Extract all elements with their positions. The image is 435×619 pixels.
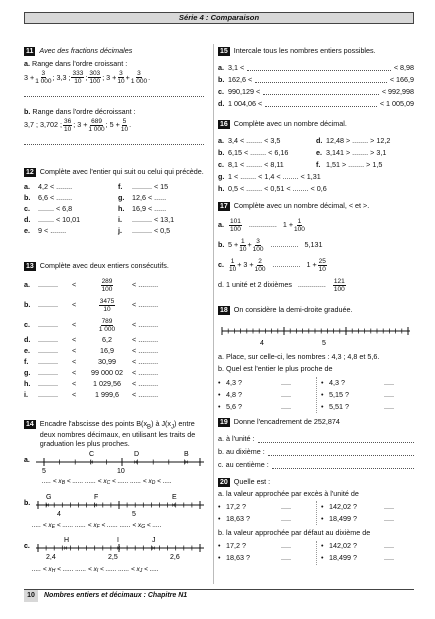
exercise-16: 16 Complète avec un nombre décimal. a. 3,4 < ........ < 3,5 d. 12,48 > ........ > 12,2 b. 6,15 < ........ < 6,16 e. 3,141 > ........ > 3,1 c. 8,1 < ........ < 8,11 f. 1,51 > ........ > 1,5 g. 1 < ........ < 1,4 < ........ < 1,31 h. 0,5 < ........ < 0,51 < ........ < 0,6: [218, 119, 391, 193]
svg-text:c.: c.: [24, 542, 30, 550]
graduated-half-line[interactable]: [218, 317, 414, 349]
exercise-13: [24, 262, 210, 401]
exercise-title: Complète avec deux entiers consécutifs.: [39, 261, 169, 270]
answer-cell[interactable]: 4,2 < ........: [38, 182, 73, 192]
exercise-19: 19 Donne l'encadrement de 252,874 a. à l'unité : b. au dixième : c. au centième :: [218, 418, 414, 472]
page-number: 10: [24, 590, 38, 602]
exercise-17: 17 Complète avec un nombre décimal, < et >. a. $\frac{101}{100}$ .............. 1 + $\frac{1}{100}$ b. 5 + $\frac{1}{10}$ + $\frac{3}{100}$ .............. 5,131 c. $\frac{1}{10}$ + 3 + $\frac{2}{100}$ .............. 1 + $\frac{25}{10}$ d. 1 unité et 2 dixièmes .............. $\frac{121}{100}$: [218, 201, 370, 293]
svg-text:..... < xE < ...... ...... <: ..... < xE < ...... ...... < xF < ...... ...... < xG < .....: [32, 521, 162, 530]
exercise-18: 18 On considère la demi-droite graduée. 4 5 a. Place, sur celle-ci, les nombres : 4,3 ; 4,8 et 5,6. b. Quel est l'entier le plus proche de • 4,3 ? ..... • 4,8 ? ..... • 5,6 ? ..... • 4,3 ? ..... • 5,15 ? ..... • 5,51 ? .....: [218, 306, 414, 413]
svg-text:5: 5: [322, 340, 326, 347]
answer-line[interactable]: [272, 463, 414, 469]
answer-cell[interactable]: .......... < 13,1: [132, 215, 175, 225]
answer-line[interactable]: [268, 450, 414, 456]
exercise-number: 13: [26, 263, 34, 270]
answer-cell[interactable]: ........ < 10,01: [38, 215, 81, 225]
exercise-number: 17: [220, 203, 228, 210]
point-marker: ×: [151, 545, 156, 553]
answer-cell[interactable]: 12,6 < ......: [132, 193, 167, 203]
point-label-c: C: [89, 450, 95, 458]
fraction-list: 3,7 ; 3,702 ; $\frac{36}{10}$ ; 3 + $\frac{689}{1 000}$ ; 5 + $\frac{5}{10}$ .: [24, 117, 132, 133]
answer-line[interactable]: [263, 89, 379, 95]
instruction: a. Place, sur celle-ci, les nombres : 4,3 ; 4,8 et 5,6.: [218, 352, 380, 362]
svg-text:4: 4: [260, 340, 264, 347]
instruction: Range dans l'ordre croissant :: [32, 59, 128, 68]
part-label: a.: [24, 59, 30, 68]
exercise-title: Donne l'encadrement de 252,874: [233, 417, 340, 426]
answer-cell[interactable]: .......... < 15: [132, 182, 169, 192]
answer-cell[interactable]: 6,15 < ........ < 6,16: [228, 147, 289, 157]
point-label-d: D: [134, 450, 140, 458]
answer-line[interactable]: [24, 91, 204, 97]
answer-cell[interactable]: 3,141 > ........ > 3,1: [326, 147, 387, 157]
answer-line[interactable]: [265, 101, 377, 107]
answer-cell[interactable]: 1 < ........ < 1,4 < ........ < 1,31: [228, 171, 321, 181]
exercise-title: On considère la demi-droite graduée.: [233, 305, 353, 314]
exercise-title: Quelle est :: [233, 477, 271, 486]
point-marker: ×: [116, 545, 121, 553]
exercise-title: Complète avec un nombre décimal, < et >.: [233, 201, 370, 210]
page-header: Série 4 : Comparaison: [24, 12, 414, 24]
svg-text:..... < xB < ...... ...... <: ..... < xB < ...... ...... < xC < ...... ...... < xD < .....: [42, 477, 172, 486]
answer-cell[interactable]: 6,6 < ........: [38, 193, 73, 203]
svg-text:4: 4: [57, 510, 61, 518]
exercise-title: Encadre l'abscisse des points $B(x_B)$ à $J(x_J)$ entre deux nombres décimaux, en utilisant les traits de graduation les plus proches.: [39, 419, 196, 448]
svg-text:5: 5: [132, 510, 136, 518]
point-label-i: I: [117, 536, 119, 544]
answer-line[interactable]: [258, 437, 414, 443]
exercise-11: [24, 47, 210, 147]
comparison-text: d. 1 unité et 2 dixièmes: [218, 279, 292, 289]
exercise-number: 14: [26, 421, 34, 428]
answer-cell[interactable]: 3,4 < ........ < 3,5: [228, 135, 281, 145]
exercise-15: 15 Intercale tous les nombres entiers possibles. a. 3,1 < < 8,98 b. 162,6 < < 166,9 c. 990,129 < < 992,998 d. 1 004,06 < < 1 005,09: [218, 46, 414, 108]
svg-text:..... < xH < ...... ...... <: ..... < xH < ...... ...... < xI < ...... ...... < xJ < .....: [32, 565, 159, 574]
exercise-number: 11: [26, 48, 34, 55]
exercise-20: 20 Quelle est : a. la valeur approchée par excès à l'unité de • 17,2 ? ..... • 18,63 ? ..... • 142,02 ? ..... • 18,499 ? ..... b. la valeur approchée par défaut au dixième de • 17,2 ? ..... • 18,63 ? ..... • 142,02 ? ..... • 18,499 ? .....: [218, 478, 414, 565]
answer-cell[interactable]: 12,48 > ........ > 12,2: [326, 135, 391, 145]
point-marker: ×: [184, 459, 189, 467]
exercise-title: Complète avec l'entier qui suit ou celui qui précède.: [39, 167, 204, 176]
point-label-f: F: [94, 493, 99, 501]
part-label: b.: [24, 106, 31, 116]
exercise-title: Complète avec un nombre décimal.: [233, 119, 347, 128]
instruction: b. Quel est l'entier le plus proche de: [218, 363, 333, 373]
answer-line[interactable]: [247, 65, 391, 71]
svg-text:2,4: 2,4: [46, 553, 56, 561]
footer-text: Nombres entiers et décimaux : Chapitre N1: [44, 592, 188, 599]
page-footer: [24, 589, 414, 601]
answer-cell[interactable]: 16,9 < ......: [132, 204, 167, 214]
exercise-title: Intercale tous les nombres entiers possibles.: [233, 46, 376, 55]
column-divider: [213, 44, 214, 584]
answer-cell[interactable]: 1,51 > ........ > 1,5: [326, 159, 383, 169]
point-label-b: B: [184, 450, 189, 458]
exercise-12: [24, 168, 210, 237]
point-marker: ×: [63, 545, 68, 553]
exercise-number: 19: [220, 419, 228, 426]
exercise-number: 15: [220, 48, 228, 55]
svg-text:10: 10: [117, 467, 125, 475]
point-marker: ×: [93, 502, 98, 510]
point-marker: ×: [133, 459, 138, 467]
exercise-number: 20: [220, 479, 228, 486]
svg-text:a.: a.: [24, 456, 30, 464]
point-label-e: E: [172, 493, 177, 501]
point-label-h: H: [64, 536, 70, 544]
fraction-list: 3 + $\frac{3}{1 000}$ ; 3,3 ; $\frac{333}{10}$ ; $\frac{303}{100}$ ; 3 + $\frac{3}{10}$ + $\frac{3}{1 000}$ .: [24, 70, 151, 86]
answer-cell[interactable]: .......... < 0,5: [132, 226, 171, 236]
answer-cell[interactable]: 9 < ........: [38, 226, 67, 236]
answer-grid: a. .......... < $\frac{289}{100}$ < .......... b. .......... < $\frac{3475}{10}$ < .......... c. .......... < $\frac{789}{1 000}$ < .......... d. .......... < 6,2 < .......... e. .......... < 16,9 < .......... f. .......... < 30,99 < .......... g. .......... < 99 000 02 < .......... h. .......... < 1 029,56 < .......... i. .......... < 1 999,6 < ..........: [24, 277, 159, 400]
svg-text:2,5: 2,5: [108, 553, 118, 561]
answer-cell[interactable]: 8,1 < ........ < 8,11: [228, 159, 284, 169]
instruction: Range dans l'ordre décroissant :: [32, 106, 136, 116]
number-lines: [24, 450, 210, 580]
point-marker: ×: [89, 459, 94, 467]
exercise-number: 18: [220, 307, 228, 314]
answer-line[interactable]: [255, 77, 387, 83]
exercise-number: 12: [26, 169, 34, 176]
answer-line[interactable]: [24, 139, 204, 145]
exercise-number: 16: [220, 121, 228, 128]
answer-cell[interactable]: ........ < 6,8: [38, 204, 73, 214]
svg-text:b.: b.: [24, 499, 31, 507]
instruction: a. la valeur approchée par excès à l'unité de: [218, 489, 359, 498]
answer-grid: a. 4,2 < ........ f. .......... < 15 b. 6,6 < ........ g. 12,6 < ...... c. ........ < 6,8 h. 16,9 < ...... d. ........ < 10,01 i. .......... < 13,1 e. 9 < ........ j. .......... < 0,5: [24, 182, 175, 236]
point-label-j: J: [152, 536, 156, 544]
svg-text:5: 5: [42, 467, 46, 475]
point-marker: ×: [45, 502, 50, 510]
point-label-g: G: [46, 493, 52, 501]
instruction: b. la valeur approchée par défaut au dixième de: [218, 528, 371, 538]
point-marker: ×: [171, 502, 176, 510]
svg-text:2,6: 2,6: [170, 553, 180, 561]
exercise-title: Avec des fractions décimales: [39, 46, 133, 55]
answer-cell[interactable]: 0,5 < ........ < 0,51 < ........ < 0,6: [228, 183, 327, 193]
exercise-14: [24, 420, 210, 582]
